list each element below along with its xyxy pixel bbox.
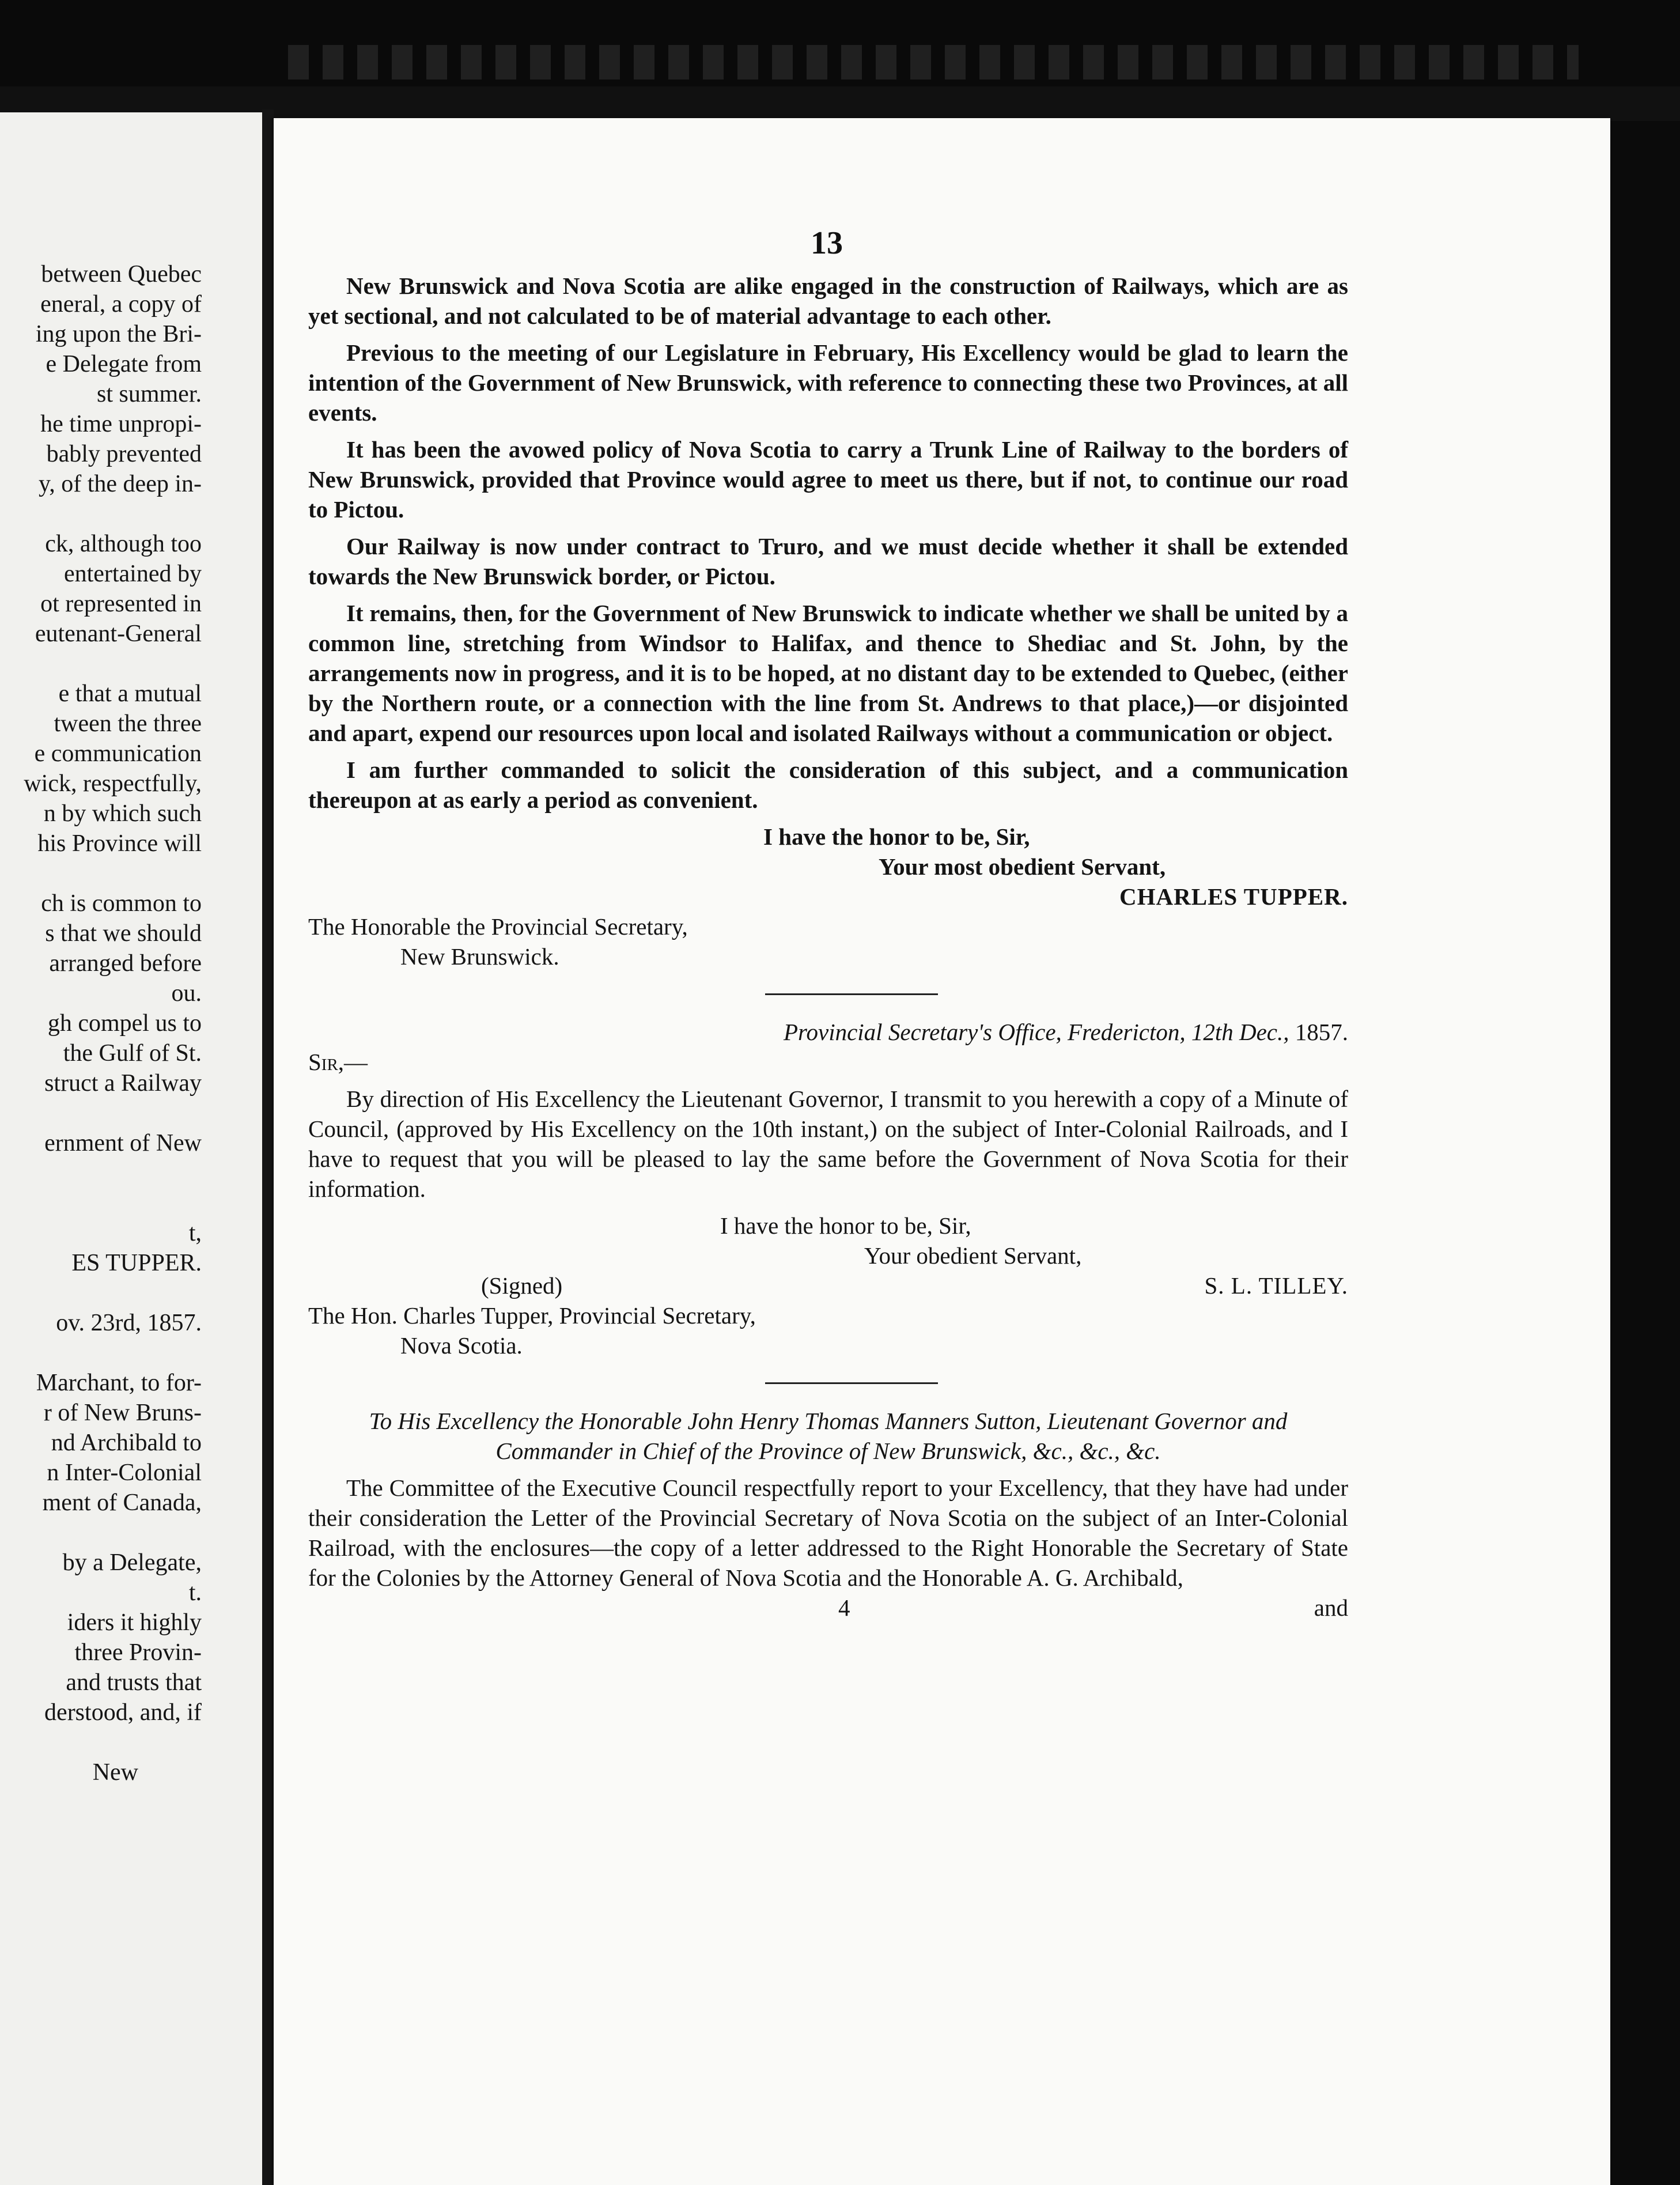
page-number: 13: [811, 225, 843, 261]
catchword: and: [1314, 1594, 1348, 1621]
addressee-new-brunswick: New Brunswick.: [400, 943, 559, 970]
paragraph-committee: The Committee of the Executive Council respectfully report to your Excellency, that they have had under their consideration the Letter of the Provincial Secretary of Nova Scotia on the subject of an Inter-Colonial Railroad, with the enclosures—the copy of a letter addressed to the Right Honorable the Secretary of State for the Colonies by the Attorney General of Nova Scotia and the Honorable A. G. Archibald,: [308, 1475, 1348, 1591]
page-foot: [308, 1593, 1348, 1623]
address-heading: To His Excellency the Honorable John Henry Thomas Manners Sutton, Lieutenant Governor and Commander in Chief of the Province of New Brunswick, &c., &c., &c.: [369, 1408, 1288, 1464]
paragraph-solicit: I am further commanded to solicit the consideration of this subject, and a communication thereupon at as early a period as convenient.: [308, 757, 1348, 813]
previous-page-line: ES TUPPER.: [71, 1250, 202, 1276]
paragraph-trunk-line: It has been the avowed policy of Nova Scotia to carry a Trunk Line of Railway to the borders of New Brunswick, provided that Province would agree to meet us there, but if not, to continue our road to Pictou.: [308, 436, 1348, 523]
previous-page-line: ot represented in: [40, 591, 202, 617]
closing-servant: Your most obedient Servant,: [879, 853, 1166, 880]
previous-page-line: e that a mutual: [58, 681, 202, 707]
film-border-right: [1610, 121, 1680, 2185]
page-body: [308, 271, 1348, 1623]
previous-page-line: tween the three: [54, 710, 202, 737]
closing-honor: I have the honor to be, Sir,: [763, 823, 1030, 850]
previous-page-line: ment of Canada,: [42, 1490, 202, 1516]
previous-page-line: three Provin-: [74, 1639, 202, 1666]
previous-page-line: ou.: [171, 980, 202, 1007]
previous-page-line: ernment of New: [44, 1130, 202, 1156]
previous-page-fragment: [0, 112, 262, 2185]
previous-page-line: arranged before: [49, 950, 202, 977]
previous-page-line: st summer.: [96, 381, 202, 407]
signature-tupper: CHARLES TUPPER.: [1119, 883, 1348, 910]
previous-page-line: his Province will: [37, 830, 202, 857]
addressee-tupper: The Hon. Charles Tupper, Provincial Secretary,: [308, 1302, 756, 1329]
previous-page-line: Marchant, to for-: [36, 1370, 202, 1396]
previous-page-line: between Quebec: [41, 261, 202, 288]
previous-page-line: gh compel us to: [47, 1010, 202, 1037]
closing-servant-2: Your obedient Servant,: [864, 1242, 1082, 1269]
previous-page-line: nd Archibald to: [51, 1430, 202, 1456]
previous-page-line: s that we should: [45, 920, 202, 947]
previous-page-line: ov. 23rd, 1857.: [56, 1310, 202, 1336]
previous-page-line: he time unpropi-: [40, 411, 202, 437]
signature-mark: 4: [838, 1594, 850, 1621]
previous-page-line: t.: [188, 1579, 202, 1606]
previous-page-line: struct a Railway: [44, 1070, 202, 1097]
previous-page-line: wick, respectfully,: [24, 770, 202, 797]
dateline: [308, 1017, 1348, 1047]
previous-page-line: derstood, and, if: [44, 1699, 202, 1726]
document-page: [274, 118, 1610, 2185]
previous-page-line: eutenant-General: [35, 621, 202, 647]
paragraph-railways: New Brunswick and Nova Scotia are alike engaged in the construction of Railways, which are as yet sectional, and not calculated to be of material advantage to each other.: [308, 273, 1348, 329]
dateline-year: 1857.: [1295, 1019, 1348, 1045]
paragraph-truro: Our Railway is now under contract to Truro, and we must decide whether it shall be extended towards the New Brunswick border, or Pictou.: [308, 533, 1348, 589]
previous-page-line: y, of the deep in-: [38, 471, 202, 497]
section-divider: [765, 993, 938, 995]
previous-page-line: ch is common to: [41, 890, 202, 917]
previous-page-line: e Delegate from: [46, 351, 202, 377]
previous-page-line: bably prevented: [46, 441, 202, 467]
previous-page-line: ing upon the Bri-: [35, 321, 202, 347]
previous-page-line: ck, although too: [45, 531, 202, 557]
previous-page-line: iders it highly: [67, 1609, 202, 1636]
signature-row: [308, 1271, 1348, 1301]
previous-page-line: e communication: [34, 740, 202, 767]
addressee-provincial-secretary: The Honorable the Provincial Secretary,: [308, 913, 688, 940]
previous-page-line: n Inter-Colonial: [47, 1460, 202, 1486]
previous-page-line: n by which such: [43, 800, 202, 827]
dateline-office: Provincial Secretary's Office, Fredericton, 12th Dec.,: [784, 1019, 1289, 1045]
previous-page-line: r of New Bruns-: [43, 1400, 202, 1426]
paragraph-legislature: Previous to the meeting of our Legislature in February, His Excellency would be glad to learn the intention of the Government of New Brunswick, with reference to connecting these two Provinces, at all events.: [308, 339, 1348, 426]
previous-page-line: t,: [188, 1220, 202, 1246]
film-sprocket-strip: [288, 45, 1579, 80]
page-gutter: [262, 109, 274, 2185]
previous-page-line: New: [92, 1759, 138, 1786]
previous-page-line: and trusts that: [66, 1669, 202, 1696]
closing-honor-2: I have the honor to be, Sir,: [720, 1212, 971, 1239]
section-divider-2: [765, 1382, 938, 1384]
signed-mark: (Signed): [481, 1272, 563, 1299]
previous-page-line: entertained by: [63, 561, 202, 587]
paragraph-common-line: It remains, then, for the Government of New Brunswick to indicate whether we shall be united by a common line, stretching from Windsor to Halifax, and thence to Shediac and St. John, by the arrangements now in progress, and it is to be hoped, at no distant day to be extended to Quebec, (either by the Northern route, or a connection with the line from St. Andrews to that place,)—or disjointed and apart, expend our resources upon local and isolated Railways without a communication or object.: [308, 600, 1348, 746]
addressee-nova-scotia: Nova Scotia.: [400, 1332, 523, 1359]
previous-page-line: by a Delegate,: [62, 1549, 202, 1576]
previous-page-line: eneral, a copy of: [40, 291, 202, 317]
salutation: Sir,—: [308, 1049, 368, 1075]
paragraph-transmit: By direction of His Excellency the Lieutenant Governor, I transmit to you herewith a copy of a Minute of Council, (approved by His Excellency on the 10th instant,) on the subject of Inter-Colonial Railroads, and I have to request that you will be pleased to lay the same before the Government of Nova Scotia for their information.: [308, 1086, 1348, 1202]
signature-tilley: S. L. TILLEY.: [1204, 1272, 1348, 1299]
previous-page-line: the Gulf of St.: [63, 1040, 202, 1067]
